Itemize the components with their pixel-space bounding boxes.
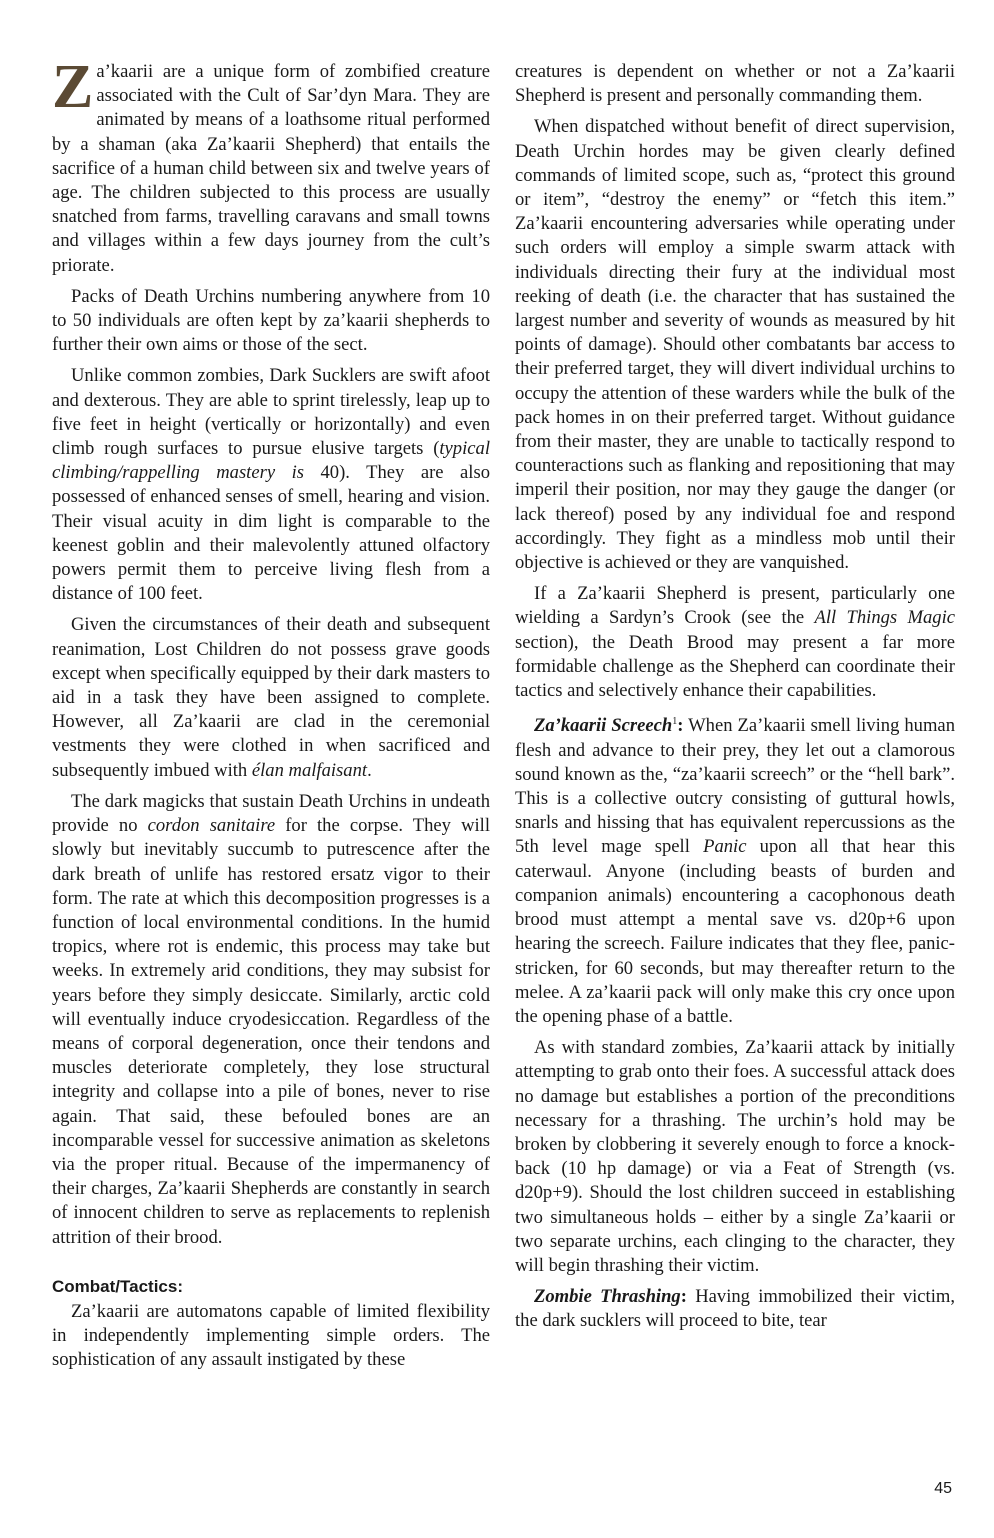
abilities-text-b: 40). They are also possessed of enhanced senses of smell, hearing and vision. Their visual acuity in dim light is comparable to the keenest goblin and their malevolently attuned olfactory powers permit them to perceive living flesh from a distance of 100 feet. xyxy=(52,462,490,605)
shepherd-text-a: If a Za’kaarii Shepherd is present, particularly one wielding a Sardyn’s Crook (see the xyxy=(515,583,955,629)
combat-tactics-heading: Combat/Tactics: xyxy=(52,1276,183,1296)
drop-cap: Z xyxy=(52,53,94,121)
abilities-text-a: Unlike common zombies, Dark Sucklers are swift afoot and dexterous. They are able to sprint tirelessly, leap up to five feet in height (vertically or horizontally) and even climb rough surfaces to pursue elusive targets ( xyxy=(52,365,490,460)
screech-colon: : xyxy=(677,715,684,737)
footnote-marker: 1 xyxy=(672,716,678,728)
decomposition-text-a: The dark magicks that sustain Death Urchins in undeath provide no xyxy=(52,790,490,837)
dispatched-paragraph: When dispatched without benefit of direct supervision, Death Urchin hordes may be given clearly defined commands of limited scope, such as, “protect this ground or item”, “destroy the enemy” or “fetch this item.” Za’kaarii encountering adversaries while operating under such orders will employ a simple swarm attack with individuals directing their fury at the individual most reeking of death (i.e. the character that has sustained the largest number and severity of wounds as measured by hit points of damage). Should other combatants bar access to their preferred target, they will divert individual urchins to occupy the attention of these warders while the bulk of the pack homes in on their preferred target. Without guidance from their master, they are unable to tactically respond to counteractions such as flanking and repositioning that may imperil their position, nor may they gauge the danger (or lack thereof) posed by any individual foe and respond accordingly. They fight as a mindless mob until their objective is achieved or they are vanquished. xyxy=(515,116,955,574)
shepherd-paragraph xyxy=(515,582,955,703)
abilities-paragraph xyxy=(52,364,490,606)
grave-goods-text-a: Given the circumstances of their death and subsequent reanimation, Lost Children do not possess grave goods except when specifically equipped by their dark masters to aid in a task they have been assigned to complete. However, all Za’kaarii are clad in the ceremonial vestments they were clothed in when sacrificed and subsequently imbued with xyxy=(52,614,490,781)
left-column xyxy=(52,53,490,1379)
screech-paragraph xyxy=(515,710,955,1029)
packs-paragraph: Packs of Death Urchins numbering anywhere from 10 to 50 individuals are often kept by za’kaarii shepherds to further their own aims or those of the sect. xyxy=(52,285,490,356)
shepherd-text-b: section), the Death Brood may present a far more formidable challenge as the Shepherd can coordinate their tactics and selectively enhance their capabilities. xyxy=(515,631,955,702)
screech-text-b: upon all that hear this caterwaul. Anyone (including beasts of burden and companion animals) encountering a cacophonous death brood must attempt a mental save vs. d20p+6 upon hearing the screech. Failure indicates that they flee, panic-stricken, for 60 seconds, but may thereafter return to the melee. A za’kaarii pack will only make this cry once upon the opening phase of a battle. xyxy=(515,836,955,1027)
intro-text: a’kaarii are a unique form of zombified creature associated with the Cult of Sar’dyn Mara. They are animated by means of a loathsome ritual performed by a shaman (aka Za’kaarii Shepherd) that entails the sacrifice of a human child between six and twelve years of age. The children subjected to this process are usually snatched from farms, travelling caravans and small towns and villages within a few days journey from the cult’s priorate. xyxy=(52,61,490,276)
grave-goods-italic: élan malfaisant xyxy=(251,759,368,781)
decomposition-paragraph xyxy=(52,790,490,1250)
thrashing-paragraph xyxy=(515,1285,955,1333)
grave-goods-paragraph xyxy=(52,613,490,782)
screech-text-a: When Za’kaarii smell living human flesh and advance to their prey, they let out a clamorous sound known as the, “za’kaarii screech” or the “hell bark”. This is a collective outcry consisting of guttural howls, snarls and hissing that has equivalent repercussions as the 5th level mage spell xyxy=(515,715,955,858)
page-number: 45 xyxy=(934,1480,952,1497)
automatons-paragraph: Za’kaarii are automatons capable of limited flexibility in independently implementing simple orders. The sophistication of any assault instigated by these xyxy=(52,1300,490,1371)
grave-goods-text-b: . xyxy=(367,759,372,781)
screech-lead: Za’kaarii Screech xyxy=(534,715,673,737)
thrashing-colon: : xyxy=(680,1286,687,1308)
decomposition-text-b: for the corpse. They will slowly but inevitably succumb to putrescence after the dark breath of unlife has restored ersatz vigor to their form. The rate at which this decomposition progresses is a function of local environmental conditions. In the humid tropics, where rot is endemic, this process may take but weeks. In extremely arid conditions, they may subsist for years before they simply desiccate. Similarly, arctic cold will eventually induce cryodesiccation. Regardless of the means of corporal degeneration, once their tendons and muscles deteriorate completely, they lose structural integrity and collapse into a pile of bones, never to rise again. That said, these befouled bones are an incomparable vessel for successive animation as skeletons via the proper ritual. Because of the impermanency of their charges, Za’kaarii Shepherds are constantly in search of innocent children to serve as replacements to replenish attrition of their brood. xyxy=(52,815,490,1248)
intro-paragraph xyxy=(52,53,490,278)
screech-italic: Panic xyxy=(703,836,747,858)
continued-paragraph: creatures is dependent on whether or not a Za’kaarii Shepherd is present and personally commanding them. xyxy=(515,61,955,107)
right-column xyxy=(515,60,955,1341)
thrashing-lead: Zombie Thrashing xyxy=(534,1286,681,1308)
shepherd-italic: All Things Magic xyxy=(814,607,955,629)
grab-paragraph: As with standard zombies, Za’kaarii attack by initially attempting to grab onto their foes. A successful attack does no damage but establishes a portion of the preconditions necessary for a thrashing. The urchin’s hold may be broken by clobbering it severely enough to force a knock-back (10 hp damage) or via a Feat of Strength (vs. d20p+9). Should the lost children succeed in establishing two simultaneous holds – either by a single Za’kaarii or two separate urchins, each clinging to the character, they will begin thrashing their victim. xyxy=(515,1037,955,1276)
thrashing-text: Having immobilized their victim, the dark sucklers will proceed to bite, tear xyxy=(515,1286,955,1332)
decomposition-italic: cordon sanitaire xyxy=(147,815,276,837)
abilities-italic: typical climbing/rappelling mastery is xyxy=(52,438,490,484)
